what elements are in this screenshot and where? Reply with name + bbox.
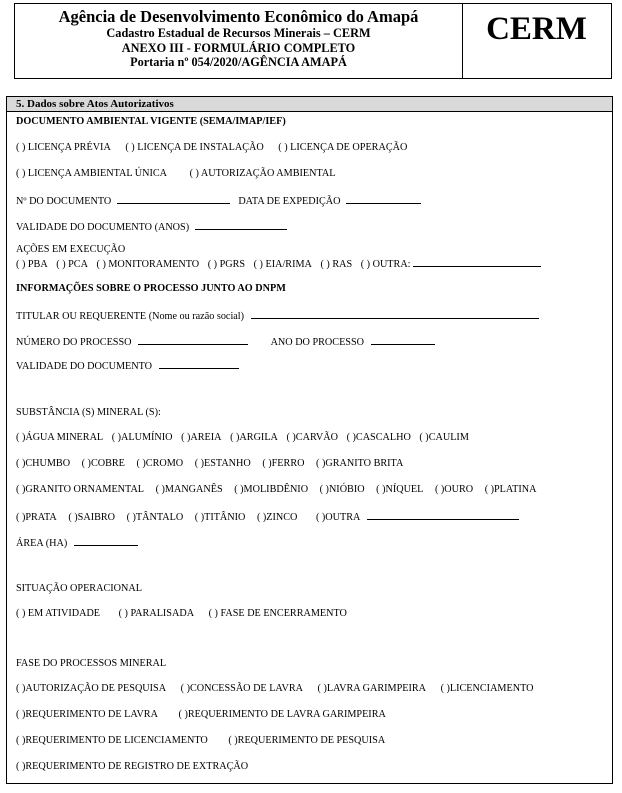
area-label: ÁREA (HA): [16, 538, 68, 549]
checkbox-ouro[interactable]: ( )OURO: [434, 484, 474, 495]
data-expedicao-label: DATA DE EXPEDIÇÃO: [238, 196, 341, 207]
checkbox-ferro[interactable]: ( )FERRO: [262, 458, 305, 469]
substancias-row-2: [16, 458, 403, 470]
checkbox-granito-brita[interactable]: ( )GRANITO BRITA: [316, 458, 404, 469]
area-row: [16, 536, 138, 550]
checkbox-cromo[interactable]: ( )CROMO: [136, 458, 184, 469]
checkbox-titanio[interactable]: ( )TITÂNIO: [194, 512, 246, 523]
fase-row-2: [16, 709, 386, 721]
checkbox-carvao[interactable]: ( )CARVÃO: [286, 432, 339, 443]
ano-processo-label: ANO DO PROCESSO: [270, 337, 364, 348]
checkbox-pgrs[interactable]: ( ) PGRS: [207, 259, 246, 270]
checkbox-niobio[interactable]: ( )NIÓBIO: [319, 484, 365, 495]
acoes-row: [16, 257, 541, 271]
header-line-2: ANEXO III - FORMULÁRIO COMPLETO: [121, 40, 356, 55]
checkbox-pca[interactable]: ( ) PCA: [56, 259, 88, 270]
checkbox-manganes[interactable]: ( )MANGANÊS: [155, 484, 223, 495]
processo-row: [16, 335, 435, 349]
dnpm-heading: INFORMAÇÕES SOBRE O PROCESSO JUNTO AO DNPM: [16, 283, 286, 294]
checkbox-autorizacao-pesquisa[interactable]: ( )AUTORIZAÇÃO DE PESQUISA: [16, 683, 167, 694]
checkbox-monitoramento[interactable]: ( ) MONITORAMENTO: [96, 259, 200, 270]
checkbox-cascalho[interactable]: ( )CASCALHO: [346, 432, 411, 443]
checkbox-licenca-operacao[interactable]: ( ) LICENÇA DE OPERAÇÃO: [278, 142, 408, 153]
substancia-label: SUBSTÂNCIA (S) MINERAL (S):: [16, 407, 161, 418]
form-header: [14, 3, 612, 79]
checkbox-niquel[interactable]: ( )NÍQUEL: [376, 484, 424, 495]
outra-acao-field[interactable]: [413, 257, 541, 267]
checkbox-areia[interactable]: ( )AREIA: [181, 432, 222, 443]
checkbox-lavra-garimpeira[interactable]: ( )LAVRA GARIMPEIRA: [317, 683, 427, 694]
header-line-3: Portaria nº 054/2020/AGÊNCIA AMAPÁ: [130, 55, 347, 69]
validade-anos-row: [16, 220, 287, 234]
licencas-row-2: [16, 168, 335, 180]
checkbox-concessao-lavra[interactable]: ( )CONCESSÃO DE LAVRA: [180, 683, 303, 694]
data-expedicao-field[interactable]: [346, 194, 421, 204]
checkbox-pba[interactable]: ( ) PBA: [16, 259, 48, 270]
header-title-block: [15, 4, 463, 78]
checkbox-em-atividade[interactable]: ( ) EM ATIVIDADE: [16, 608, 101, 619]
situacao-row: [16, 608, 347, 620]
acoes-label: AÇÕES EM EXECUÇÃO: [16, 244, 126, 255]
checkbox-licenca-instalacao[interactable]: ( ) LICENÇA DE INSTALAÇÃO: [125, 142, 264, 153]
checkbox-licenciamento[interactable]: ( )LICENCIAMENTO: [440, 683, 534, 694]
checkbox-fase-encerramento[interactable]: ( ) FASE DE ENCERRAMENTO: [208, 608, 347, 619]
numero-processo-label: NÚMERO DO PROCESSO: [16, 337, 132, 348]
area-field[interactable]: [74, 536, 138, 546]
checkbox-requerimento-registro-extracao[interactable]: ( )REQUERIMENTO DE REGISTRO DE EXTRAÇÃO: [16, 761, 249, 772]
checkbox-eia-rima[interactable]: ( ) EIA/RIMA: [253, 259, 312, 270]
ano-processo-field[interactable]: [371, 335, 435, 345]
checkbox-argila[interactable]: ( )ARGILA: [230, 432, 278, 443]
checkbox-outra-substancia[interactable]: ( )OUTRA: [315, 512, 361, 523]
checkbox-zinco[interactable]: ( )ZINCO: [256, 512, 298, 523]
header-line-1: Cadastro Estadual de Recursos Minerais – CERM: [106, 26, 371, 40]
validade-documento-label: VALIDADE DO DOCUMENTO: [16, 361, 153, 372]
fase-label: FASE DO PROCESSOS MINERAL: [16, 658, 167, 669]
titular-row: [16, 309, 539, 323]
checkbox-requerimento-pesquisa[interactable]: ( )REQUERIMENTO DE PESQUISA: [228, 735, 386, 746]
section-title: 5. Dados sobre Atos Autorizativos: [6, 96, 613, 112]
checkbox-agua-mineral[interactable]: ( )ÁGUA MINERAL: [16, 432, 104, 443]
checkbox-cobre[interactable]: ( )COBRE: [81, 458, 125, 469]
checkbox-tantalo[interactable]: ( )TÂNTALO: [126, 512, 184, 523]
titular-field[interactable]: [251, 309, 539, 319]
checkbox-caulim[interactable]: ( )CAULIM: [419, 432, 469, 443]
validade-anos-field[interactable]: [195, 220, 287, 230]
org-name: Agência de Desenvolvimento Econômico do Amapá: [58, 7, 419, 26]
checkbox-requerimento-licenciamento[interactable]: ( )REQUERIMENTO DE LICENCIAMENTO: [16, 735, 208, 746]
numero-processo-field[interactable]: [138, 335, 248, 345]
checkbox-autorizacao-ambiental[interactable]: ( ) AUTORIZAÇÃO AMBIENTAL: [189, 168, 336, 179]
checkbox-chumbo[interactable]: ( )CHUMBO: [16, 458, 71, 469]
checkbox-molibdenio[interactable]: ( )MOLIBDÊNIO: [234, 484, 309, 495]
checkbox-licenca-unica[interactable]: ( ) LICENÇA AMBIENTAL ÚNICA: [16, 168, 168, 179]
titular-label: TITULAR OU REQUERENTE (Nome ou razão social): [16, 311, 245, 322]
checkbox-estanho[interactable]: ( )ESTANHO: [194, 458, 251, 469]
checkbox-prata[interactable]: ( )PRATA: [16, 512, 57, 523]
substancias-row-3: [16, 484, 536, 496]
checkbox-platina[interactable]: ( )PLATINA: [484, 484, 537, 495]
fase-row-1: [16, 683, 533, 695]
checkbox-requerimento-lavra-garimpeira[interactable]: ( )REQUERIMENTO DE LAVRA GARIMPEIRA: [178, 709, 386, 720]
checkbox-ras[interactable]: ( ) RAS: [320, 259, 353, 270]
checkbox-licenca-previa[interactable]: ( ) LICENÇA PRÉVIA: [16, 142, 111, 153]
num-documento-field[interactable]: [117, 194, 230, 204]
checkbox-saibro[interactable]: ( )SAIBRO: [68, 512, 116, 523]
validade-anos-label: VALIDADE DO DOCUMENTO (ANOS): [16, 222, 190, 233]
checkbox-outra-acao[interactable]: ( ) OUTRA:: [360, 259, 411, 270]
licencas-row-1: [16, 142, 407, 154]
checkbox-requerimento-lavra[interactable]: ( )REQUERIMENTO DE LAVRA: [16, 709, 158, 720]
validade-documento-row: [16, 359, 239, 373]
cerm-logo: CERM: [486, 11, 587, 47]
validade-documento-field[interactable]: [159, 359, 239, 369]
checkbox-granito-ornamental[interactable]: ( )GRANITO ORNAMENTAL: [16, 484, 145, 495]
doc-ambiental-heading: DOCUMENTO AMBIENTAL VIGENTE (SEMA/IMAP/IEF): [16, 116, 286, 127]
section-body: [6, 111, 613, 784]
fase-row-3: [16, 735, 385, 747]
checkbox-aluminio[interactable]: ( )ALUMÍNIO: [111, 432, 173, 443]
outra-substancia-field[interactable]: [367, 510, 519, 520]
substancias-row-1: [16, 432, 469, 444]
documento-row: [16, 194, 421, 208]
checkbox-paralisada[interactable]: ( ) PARALISADA: [118, 608, 195, 619]
situacao-label: SITUAÇÃO OPERACIONAL: [16, 583, 142, 594]
num-documento-label: Nº DO DOCUMENTO: [16, 196, 112, 207]
substancias-row-4: [16, 510, 519, 524]
fase-row-4: [16, 761, 248, 773]
